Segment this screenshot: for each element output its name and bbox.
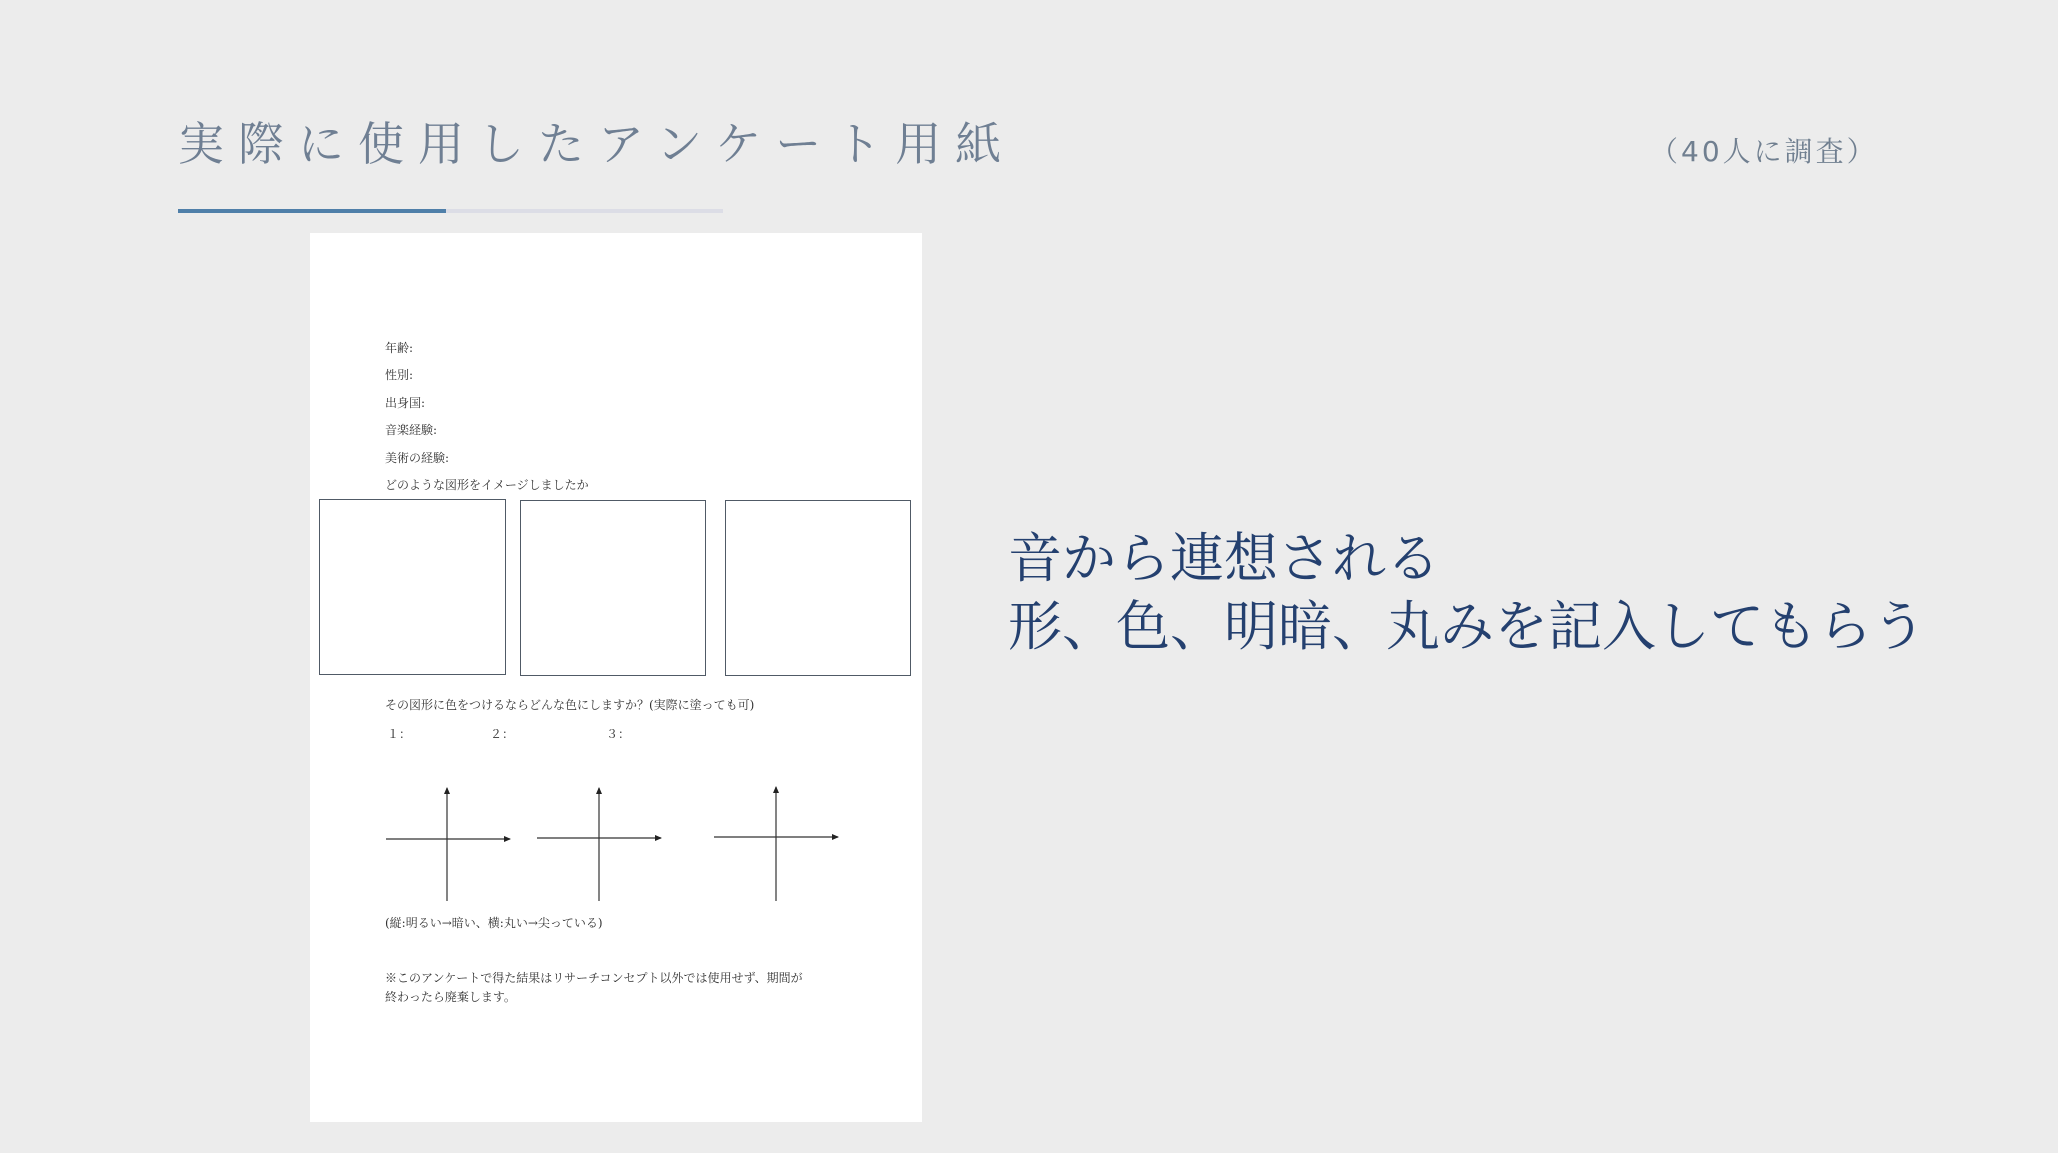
axis-diagram-1 <box>386 788 510 901</box>
slide-title: 実際に使用したアンケート用紙 <box>178 117 1016 171</box>
field-gender: 性別: <box>385 368 414 382</box>
title-underline-accent <box>178 209 446 213</box>
questionnaire-sheet <box>310 233 922 1122</box>
slide-message <box>1008 525 1926 661</box>
color-label-1: １： <box>387 727 412 741</box>
field-country: 出身国: <box>385 396 426 410</box>
color-label-3: ３： <box>606 727 631 741</box>
axis-diagram-3 <box>714 787 838 901</box>
shape-question: どのような図形をイメージしましたか <box>385 478 589 492</box>
message-line-1: 音から連想される <box>1008 527 1440 590</box>
color-question: その図形に色をつけるならどんな色にしますか？(実際に塗っても可) <box>385 698 755 712</box>
title-underline <box>178 209 723 213</box>
field-music-experience: 音楽経験: <box>385 423 438 437</box>
footnote-line-2: 終わったら廃棄します。 <box>385 990 516 1004</box>
field-age: 年齢: <box>385 341 414 355</box>
message-line-2: 形、色、明暗、丸みを記入してもらう <box>1008 595 1926 658</box>
color-label-2: ２： <box>490 727 515 741</box>
axis-caption: (縦:明るい→暗い、横:丸い→尖っている) <box>385 916 603 930</box>
footnote-line-1: ※このアンケートで得た結果はリサーチコンセプト以外では使用せず、期間が <box>385 971 803 985</box>
field-art-experience: 美術の経験: <box>385 451 450 465</box>
survey-count-note: （40人に調査） <box>1650 135 1878 168</box>
axis-diagram-2 <box>537 788 661 901</box>
